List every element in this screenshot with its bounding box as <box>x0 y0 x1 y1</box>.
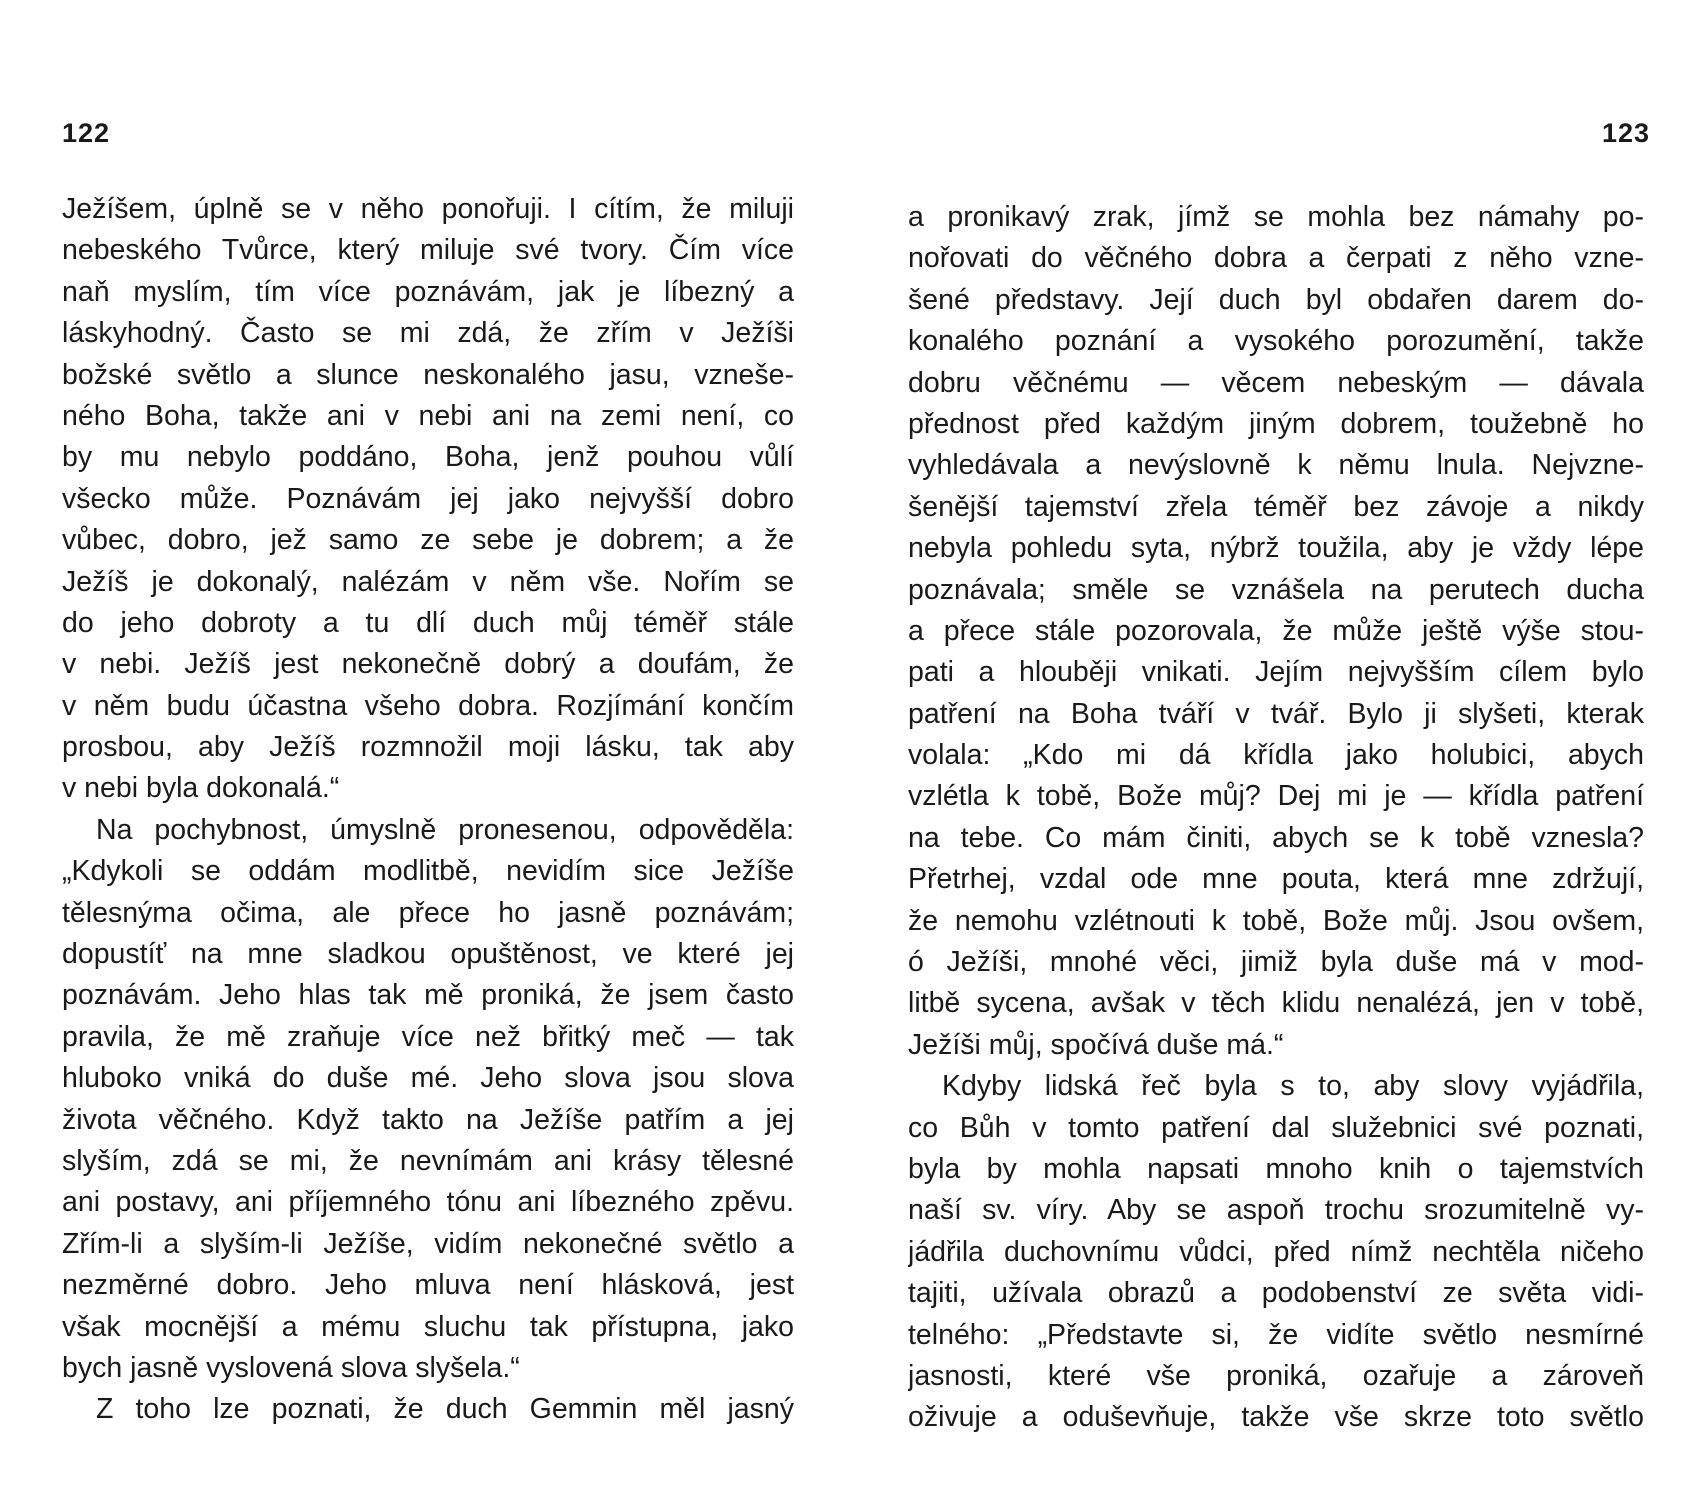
text-line: poznávám. Jeho hlas tak mě proniká, že jsem často <box>62 979 794 1012</box>
text-line: nezměrné dobro. Jeho mluva není hlásková, jest <box>62 1269 794 1302</box>
text-line: že nemohu vzlétnouti k tobě, Bože můj. Jsou ovšem, <box>908 904 1644 937</box>
right-page <box>846 0 1692 1500</box>
text-line: nořovati do věčného dobra a čerpati z něho vzne- <box>908 242 1644 275</box>
text-line: oživuje a oduševňuje, takže vše skrze toto světlo <box>908 1401 1644 1434</box>
text-line: jádřila duchovnímu vůdci, před nímž nechtěla ničeho <box>908 1235 1644 1268</box>
page-number-right: 123 <box>1601 118 1650 148</box>
text-line: Zřím-li a slyším-li Ježíše, vidím nekonečné světlo a <box>62 1227 794 1260</box>
text-line: volala: „Kdo mi dá křídla jako holubici, abych <box>908 739 1644 772</box>
text-line: vzlétla k tobě, Bože můj? Dej mi je — křídla patření <box>908 780 1644 813</box>
left-page-text <box>62 189 794 1431</box>
text-line: ného Boha, takže ani v nebi ani na zemi není, co <box>62 399 794 432</box>
page-number-left: 122 <box>62 118 111 148</box>
text-line: Na pochybnost, úmyslně pronesenou, odpověděla: <box>96 813 794 846</box>
text-line: Kdyby lidská řeč byla s to, aby slovy vyjádřila, <box>942 1070 1644 1103</box>
right-page-text <box>908 197 1644 1439</box>
text-line: na tebe. Co mám činiti, abych se k tobě vznesla? <box>908 821 1644 854</box>
text-line: do jeho dobroty a tu dlí duch můj téměř stále <box>62 606 794 639</box>
text-line: a pronikavý zrak, jímž se mohla bez námahy po- <box>908 201 1644 233</box>
text-line: prosbou, aby Ježíš rozmnožil moji lásku, tak aby <box>62 731 794 764</box>
text-line: co Bůh v tomto patření dal služebnici své poznati, <box>908 1111 1644 1144</box>
text-line: Přetrhej, vzdal ode mne pouta, která mne zdržují, <box>908 863 1644 896</box>
text-line: naší sv. víry. Aby se aspoň trochu srozumitelně vy- <box>908 1194 1644 1227</box>
text-line: „Kdykoli se oddám modlitbě, nevidím sice Ježíše <box>62 855 794 888</box>
text-line: Ježíš je dokonalý, nalézám v něm vše. Nořím se <box>62 565 794 598</box>
text-line: nebeského Tvůrce, který miluje své tvory. Čím více <box>62 234 794 267</box>
text-line: nebyla pohledu syta, nýbrž toužila, aby je vždy lépe <box>908 532 1644 565</box>
text-line: vůbec, dobro, jež samo ze sebe je dobrem; a že <box>62 524 794 557</box>
text-line: přednost před každým jiným dobrem, toužebně ho <box>908 407 1644 440</box>
text-line: patření na Boha tváří v tvář. Bylo ji slyšeti, kterak <box>908 697 1644 730</box>
text-line: naň myslím, tím více poznávám, jak je líbezný a <box>62 275 794 308</box>
text-line: a přece stále pozorovala, že může ještě výše stou- <box>908 614 1644 647</box>
text-line: telného: „Představte si, že vidíte světlo nesmírné <box>908 1318 1644 1351</box>
text-line: tajiti, užívala obrazů a podobenství ze světa vidi- <box>908 1277 1644 1310</box>
text-line: v nebi byla dokonalá.“ <box>62 772 340 805</box>
text-line: hluboko vniká do duše mé. Jeho slova jsou slova <box>62 1062 794 1095</box>
text-line: by mu nebylo poddáno, Boha, jenž pouhou vůlí <box>62 441 794 474</box>
text-line: šené představy. Její duch byl obdařen darem do- <box>908 283 1644 316</box>
text-line: Z toho lze poznati, že duch Gemmin měl jasný <box>96 1393 794 1426</box>
text-line: života věčného. Když takto na Ježíše patřím a jej <box>62 1103 794 1136</box>
text-line: Ježíši můj, spočívá duše má.“ <box>908 1028 1284 1061</box>
text-line: všecko může. Poznávám jej jako nejvyšší dobro <box>62 482 794 515</box>
text-line: dopustíť na mne sladkou opuštěnost, ve které jej <box>62 938 794 971</box>
text-line: pravila, že mě zraňuje více než břitký meč — tak <box>62 1020 794 1053</box>
text-line: vyhledávala a nevýslovně k němu lnula. Nejvzne- <box>908 449 1644 482</box>
text-line: láskyhodný. Často se mi zdá, že zřím v Ježíši <box>62 317 794 350</box>
text-line: božské světlo a slunce neskonalého jasu, vzneše- <box>62 358 794 391</box>
text-line: poznávala; směle se vznášela na perutech ducha <box>908 573 1644 606</box>
text-line: Ježíšem, úplně se v něho ponořuji. I cítím, že miluji <box>62 193 794 225</box>
text-line: pati a hlouběji vnikati. Jejím nejvyšším cílem bylo <box>908 656 1644 689</box>
text-line: konalého poznání a vysokého porozumění, takže <box>908 325 1644 358</box>
text-line: tělesnýma očima, ale přece ho jasně poznávám; <box>62 896 794 929</box>
text-line: v nebi. Ježíš jest nekonečně dobrý a doufám, že <box>62 648 794 681</box>
text-line: šenější tajemství zřela téměř bez závoje a nikdy <box>908 490 1644 523</box>
text-line: litbě sycena, avšak v těch klidu nenalézá, jen v tobě, <box>908 987 1644 1020</box>
text-line: dobru věčnému — věcem nebeským — dávala <box>908 366 1644 399</box>
text-line: ó Ježíši, mnohé věci, jimiž byla duše má v mod- <box>908 946 1644 979</box>
text-line: byla by mohla napsati mnoho knih o tajemstvích <box>908 1152 1644 1185</box>
text-line: ani postavy, ani příjemného tónu ani líbezného zpěvu. <box>62 1186 794 1219</box>
text-line: však mocnější a mému sluchu tak přístupna, jako <box>62 1310 794 1343</box>
text-line: v něm budu účastna všeho dobra. Rozjímání končím <box>62 689 794 722</box>
text-line: jasnosti, které vše proniká, ozařuje a zároveň <box>908 1359 1644 1392</box>
text-line: slyším, zdá se mi, že nevnímám ani krásy tělesné <box>62 1144 794 1177</box>
text-line: bych jasně vyslovená slova slyšela.“ <box>62 1351 520 1384</box>
